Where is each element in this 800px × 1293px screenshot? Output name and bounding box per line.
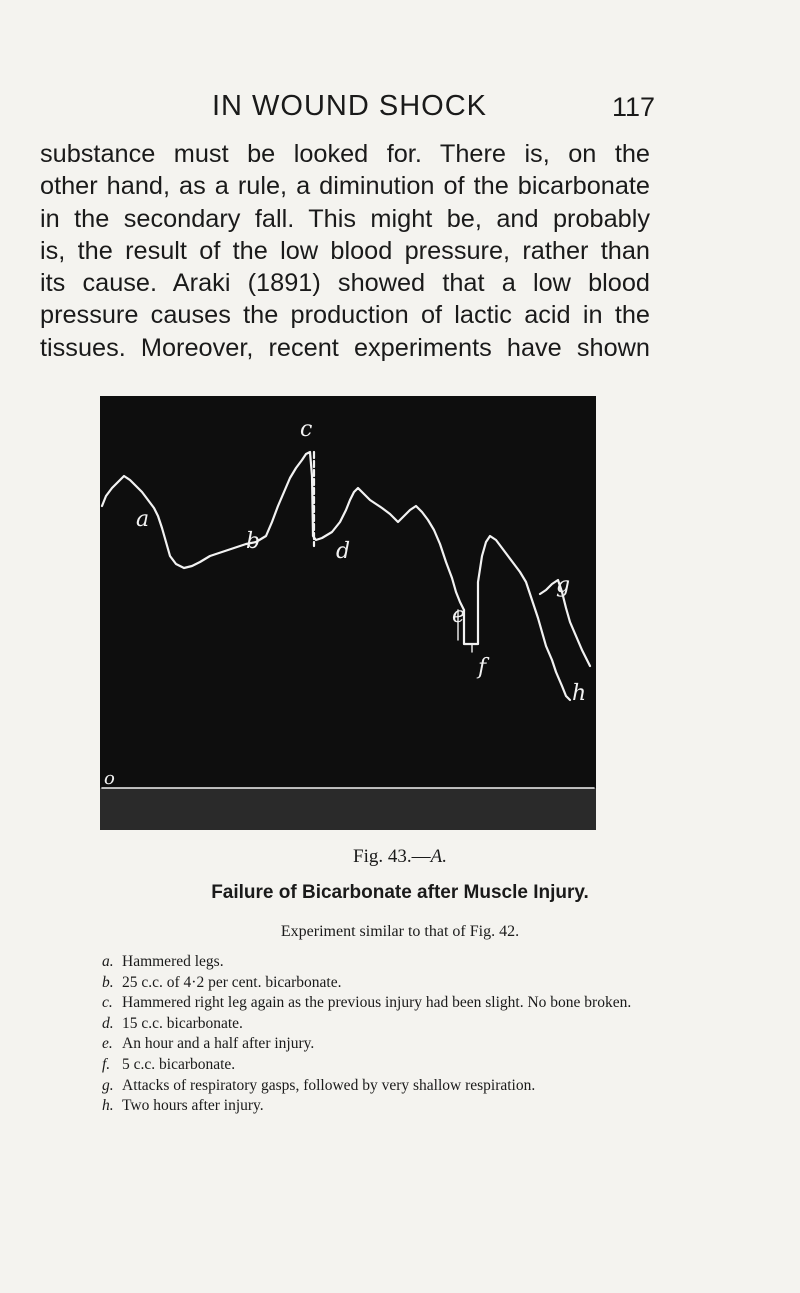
legend-item <box>102 952 662 973</box>
body-line: tissues. Moreover, recent experiments have shown <box>40 333 650 362</box>
body-line: other hand, as a rule, a diminution of the bicarbonate <box>40 172 650 201</box>
label-c: c <box>300 417 313 442</box>
figure-legend <box>102 952 662 1117</box>
kymograph-tracing <box>100 396 596 830</box>
legend-text: Hammered right leg again as the previous injury had been slight. No bone broken. <box>122 994 632 1012</box>
label-d: d <box>336 539 351 564</box>
legend-item <box>102 1034 662 1055</box>
legend-key: f. <box>102 1055 111 1073</box>
label-zero: o <box>104 768 115 789</box>
page-header <box>0 90 800 130</box>
legend-text: Attacks of respiratory gasps, followed by very shallow respiration. <box>122 1076 536 1094</box>
legend-text: Two hours after injury. <box>122 1097 264 1115</box>
label-b: b <box>246 529 261 554</box>
legend-item <box>102 973 662 994</box>
figure-caption-title: Failure of Bicarbonate after Muscle Injury. <box>211 882 589 903</box>
legend-item <box>102 1055 662 1076</box>
legend-key: a. <box>102 953 114 970</box>
label-h: h <box>572 681 587 706</box>
label-g: g <box>556 573 571 598</box>
running-head: IN WOUND SHOCK <box>212 90 487 122</box>
label-f: f <box>478 655 487 680</box>
body-line: its cause. Araki (1891) showed that a low blood <box>40 269 650 298</box>
body-line: in the secondary fall. This might be, and probably <box>40 204 650 233</box>
body-line: substance must be looked for. There is, on the <box>40 140 650 168</box>
legend-item <box>102 1014 662 1035</box>
legend-item <box>102 993 662 1014</box>
label-e: e <box>452 603 466 628</box>
body-line: is, the result of the low blood pressure, rather than <box>40 236 650 265</box>
label-a: a <box>136 507 150 532</box>
fig-number: Fig. 43.— <box>353 846 431 867</box>
body-line: pressure causes the production of lactic acid in the <box>40 301 650 330</box>
legend-key: d. <box>102 1014 114 1032</box>
legend-key: b. <box>102 973 114 991</box>
legend-item <box>102 1096 662 1117</box>
legend-text: 15 c.c. bicarbonate. <box>122 1014 243 1032</box>
legend-text: 25 c.c. of 4·2 per cent. bicarbonate. <box>122 973 342 991</box>
legend-key: c. <box>102 994 113 1012</box>
legend-text: An hour and a half after injury. <box>122 1035 315 1053</box>
legend-text: 5 c.c. bicarbonate. <box>122 1055 236 1073</box>
figure-caption-number <box>0 846 800 868</box>
page-number: 117 <box>612 92 656 122</box>
lower-band <box>100 788 596 830</box>
legend-key: e. <box>102 1035 113 1053</box>
body-paragraph <box>40 138 650 364</box>
blood-pressure-tracing-figure <box>100 396 596 830</box>
figure-caption-intro: Experiment similar to that of Fig. 42. <box>280 923 520 940</box>
legend-item <box>102 1076 662 1097</box>
fig-letter: A. <box>430 846 447 867</box>
legend-key: h. <box>102 1097 114 1115</box>
legend-text: Hammered legs. <box>122 953 224 970</box>
legend-key: g. <box>102 1076 114 1094</box>
